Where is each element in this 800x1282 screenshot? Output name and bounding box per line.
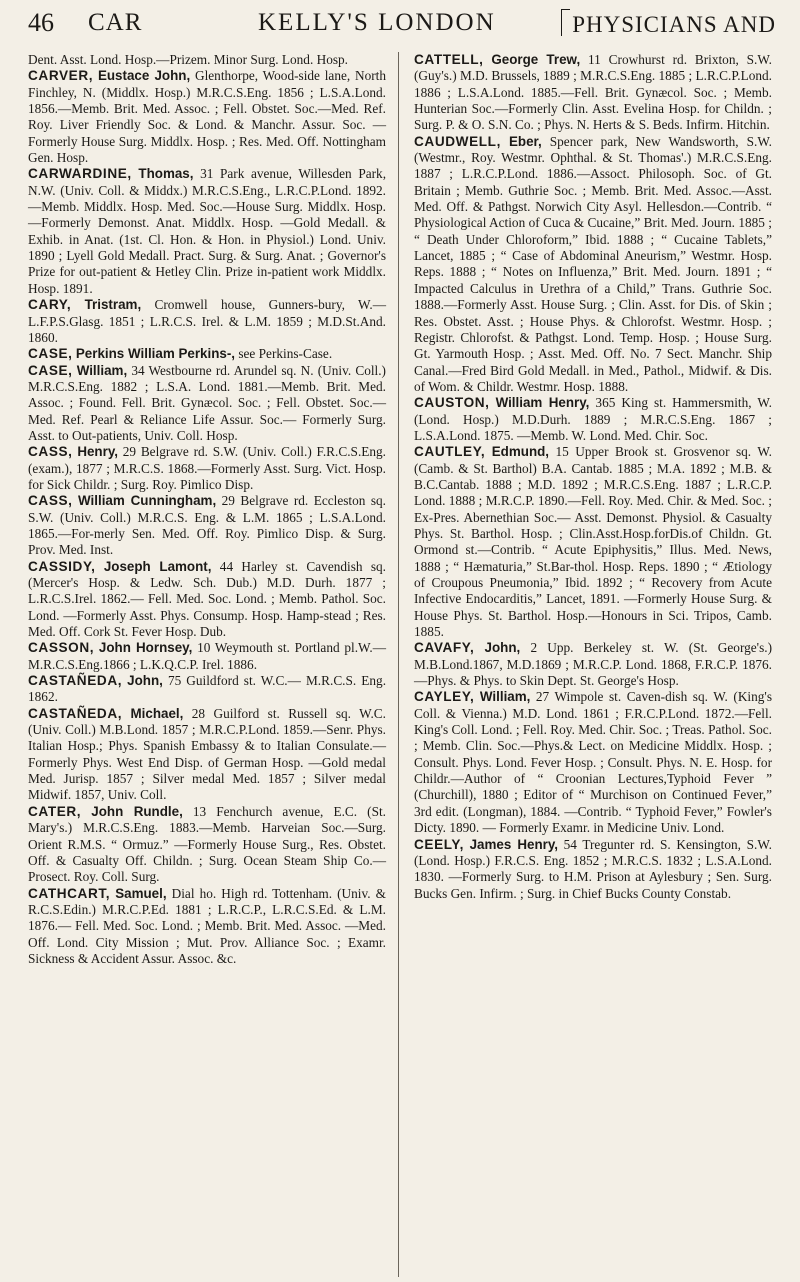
entry-surname: CARVER, (28, 68, 94, 84)
entry-details: 365 King st. Hammersmith, W. (Lond. Hosp.) M.D.Durh. 1889 ; M.R.C.S.Eng. 1867 ; L.S.A.Lond. 1875. —Memb. W. Lond. Med. Chir. Soc. (414, 395, 772, 443)
entry-details: 31 Park avenue, Willesden Park, N.W. (Univ. Coll. & Middx.) M.R.C.S.Eng., L.R.C.P.Lond. 1892.—Memb. Middlx. Hosp. Med. Soc.—House Surg. Middlx. Hosp.—Formerly Demonst. Anat. Middlx. Hosp. —Gold Medall. & Exhib. in Anat. (1st. Cl. Hon. & Hon. in Physiol.) Lond. Univ. 1890 ; Lyell Gold Medall. Pract. Surg. & Surg. Anat. ; Governor's Prize for out-patient & Hetley Clin. Prize in-patient work Middlx. Hosp. 1891. (28, 166, 387, 296)
header-right-title (561, 9, 776, 38)
entry-surname: CASE, (28, 362, 73, 378)
entry-details: 27 Wimpole st. Caven-dish sq. W. (King's Coll. & Vienna.) M.D. Lond. 1861 ; F.R.C.P.Lond. 1872.—Fell. King's Coll. Lond. ; Fell. Roy. Med. Chir. Soc. ; Treas. Pathol. Soc. ; Memb. Clin. Soc.—Phys.& Lect. on Medicine Middlx. Hosp. ; Consult. Phys. Lond. Fever Hosp. ; Consult. Phys. N. E. Hosp. for Childr.—Author of “ Croonian Lectures,Typhoid Fever ” (Churchill), 1880 ; Editor of “ Murchison on Continued Fever,” 3rd edit. (Longman), 1884. —Contrib. “ Typhoid Fever,” Fowler's Dicty. 1890. — Formerly Examr. in Medicine Univ. Lond. (414, 689, 772, 836)
directory-entry (414, 444, 772, 640)
entry-details: 15 Upper Brook st. Grosvenor sq. W. (Camb. & St. Barthol) B.A. Cantab. 1885 ; M.A. 1892 ; M.B. & B.C.Cantab. 1888 ; M.D. 1892 ; M.R.C.S.Eng. 1887 ; L.R.C.P. Lond. 1888 ; M.R.C.P. 1890.—Fell. Roy. Med. Chir. & Med. Soc. ; Ex-Pres. Abernethian Soc.— Asst. Demonst. Physiol. & Casualty Phys. St. Barthol. Hosp. ; Clin.Asst.Hosp.forDis.of Childn. Gt. Ormond st.—Contrib. “ Acute Epiphysitis,” Illus. Med. News, 1888 ; “ Hæmaturia,” St.Bar-thol. Hosp. Reps. 1890 ; “ Ætiology of Croupous Pneumonia,” Ibid. 1892 ; “ Recovery from Acute Infective Endocarditis,” Lancet, 1891. —Formerly House Surg. & House Phys. St. Barthol. Hosp.—Honours in Sci. Tripos, Camb. 1885. (414, 444, 773, 640)
directory-entry (28, 52, 386, 68)
directory-entry (28, 804, 386, 886)
directory-entry (414, 640, 772, 689)
entry-surname: CATHCART, (28, 885, 111, 901)
entry-given-names: John, (484, 640, 521, 656)
entry-surname: CATER, (28, 803, 82, 819)
entry-surname: CASSIDY, (28, 558, 96, 574)
directory-entry (28, 706, 386, 804)
entry-surname: CATTELL, (414, 52, 484, 67)
running-header (28, 8, 776, 38)
directory-entry (414, 689, 772, 836)
page-number: 46 (28, 8, 54, 37)
entry-given-names: John, (127, 673, 163, 689)
directory-entry (414, 395, 772, 444)
right-column (414, 52, 772, 902)
entry-given-names: William Henry, (495, 395, 590, 411)
column-divider (398, 52, 399, 1277)
entry-details: 11 Crowhurst rd. Brixton, S.W. (Guy's.) M.D. Brussels, 1889 ; M.R.C.S.Eng. 1885 ; L.R.C.P.Lond. 1886 ; L.S.A.Lond. 1885.—Fell. Brit. Gynæcol. Soc. ; Memb. Hunterian Soc.—Formerly Clin. Asst. Evelina Hosp. for Childn. ; Surg. P. & O. S.N. Co. ; Phys. N. Herts & S. Beds. Infirm. Hitchin. (414, 52, 773, 133)
entry-given-names: John Rundle, (91, 803, 183, 819)
entry-given-names: John Hornsey, (98, 640, 193, 656)
directory-entry (28, 346, 386, 362)
entry-given-names: Eustace John, (97, 68, 191, 84)
entry-surname: CAUTLEY, (414, 444, 486, 460)
header-title: KELLY'S LONDON (258, 9, 496, 36)
directory-entry (28, 640, 386, 673)
entry-given-names: Perkins William Perkins-, (75, 346, 236, 362)
entry-details: 29 Belgrave rd. Eccleston sq. S.W. (Univ. Coll.) M.R.C.S. Eng. & L.M. 1865 ; L.S.A.Lond. 1865.—For-merly Sen. Med. Off. Roy. Pimlico Disp. & Surg. Prov. Med. Inst. (28, 493, 386, 558)
directory-entry (28, 886, 386, 968)
entry-details: 2 Upp. Berkeley st. W. (St. George's.) M.B.Lond.1867, M.D.1869 ; M.R.C.P. Lond. 1868, F.R.C.P. 1876.—Phys. & Phys. to Skin Dept. St. George's Hosp. (414, 640, 773, 689)
entry-details: 54 Tregunter rd. S. Kensington, S.W. (Lond. Hosp.) F.R.C.S. Eng. 1852 ; M.R.C.S. 1832 ; L.S.A.Lond. 1830. —Formerly Surg. to H.M. Prison at Aylesbury ; Sen. Surg. Bucks Gen. Infirm. ; Surg. in Chief Bucks County Constab. (414, 836, 772, 901)
entry-details: Dial ho. High rd. Tottenham. (Univ. & R.C.S.Edin.) M.R.C.P.Ed. 1881 ; L.R.C.P., L.R.C.S.Ed. & L.M. 1876.— Fell. Med. Soc. Lond. ; Memb. Brit. Med. Assoc. —Med. Off. Lond. City Mission ; Mut. Prov. Alliance Soc. ; Examr. Sickness & Accident Assur. Assoc. &c. (28, 885, 386, 966)
entry-details: 10 Weymouth st. Portland pl.W.—M.R.C.S.Eng.1866 ; L.K.Q.C.P. Irel. 1886. (28, 640, 386, 672)
entry-details: Cromwell house, Gunners-bury, W.—L.F.P.S.Glasg. 1851 ; L.R.C.S. Irel. & L.M. 1859 ; M.D.St.And. 1860. (28, 297, 386, 345)
entry-details: 34 Westbourne rd. Arundel sq. N. (Univ. Coll.) M.R.C.S.Eng. 1882 ; L.S.A. Lond. 1881.—Memb. Brit. Med. Assoc. ; Found. Fell. Brit. Gynæcol. Soc. ; Fell. Obstet. Soc.— Med. Ref. Pearl & Reliance Life Assur. Soc.— Formerly Surg. Asst. to Out-patients, Univ. Coll. Hosp. (28, 362, 386, 443)
bracket-mark (561, 9, 570, 36)
entry-given-names: James Henry, (469, 836, 559, 852)
entry-given-names: George Trew, (491, 52, 581, 67)
entry-surname: CASTAÑEDA, (28, 673, 123, 689)
entry-details: Dent. Asst. Lond. Hosp.—Prizem. Minor Surg. Lond. Hosp. (28, 52, 348, 67)
directory-entry (414, 52, 772, 134)
entry-surname: CASSON, (28, 640, 95, 656)
entry-details: 13 Fenchurch avenue, E.C. (St. Mary's.) M.R.C.S.Eng. 1883.—Memb. Harveian Soc.—Surg. Orient R.M.S. “ Ormuz.” —Formerly House Surg., Res. Obstet. Off. & Casualty Off. Childn. ; Surg. Ocean Steam Ship Co.—Prosect. Roy. Coll. Surg. (28, 803, 386, 885)
entry-given-names: Edmund, (491, 444, 550, 460)
directory-entry (414, 837, 772, 902)
entry-surname: CEELY, (414, 836, 464, 852)
entry-details: 75 Guildford st. W.C.— M.R.C.S. Eng. 1862. (28, 673, 387, 705)
directory-entry (414, 134, 772, 396)
directory-entry (28, 493, 386, 558)
entry-surname: CASS, (28, 493, 73, 509)
entry-details: Spencer park, New Wandsworth, S.W. (Westmr., Roy. Westmr. Ophthal. & St. Thomas'.) M.R.C.S.Eng. 1887 ; L.R.C.P.Lond. 1886.—Assoct. Philosoph. Soc. of Gt. Britain ; Memb. Guthrie Soc. ; Memb. Brit. Med. Assoc.—Asst. Med. Off. & Pathgst. Norwich City Asyl. Hellesdon.—Contrib. “ Physiological Action of Cuca & Cucaine,” Brit. Med. Journ. 1885 ; “ Death Under Chloroform,” Ibid. 1888 ; “ Cucaine Tablets,” Lancet, 1885 ; “ Case of Abdominal Aneurism,” Westmr. Hosp. Reps. 1888 ; “ Notes on Influenza,” Brit. Med. Journ. 1891 ; “ Impacted Calculus in Urethra of a Child,” Trans. Guthrie Soc. 1888.—Formerly Asst. House Surg. ; Clin. Asst. for Dis. of Skin ; Res. Obstet. Asst. ; House Phys. & Chlorofst. Westmr. Hosp. ; Registr. Chlorofst. & Pathgst. Lond. Temp. Hosp. ; House Surg. Gt. Yarmouth Hosp. ; Asst. Med. Off. No. 7 Sect. Manchr. Ship Canal.—Fred Bird Gold Medall. in Med., Pathol., Midwif. & Dis. of Wom. & Childr. Westmr. Hosp. 1888. (414, 133, 772, 394)
directory-entry (28, 68, 386, 166)
entry-given-names: Michael, (130, 705, 184, 721)
entry-given-names: Tristram, (84, 297, 142, 313)
left-column (28, 52, 386, 967)
entry-given-names: William, (76, 362, 128, 378)
entry-surname: CAUSTON, (414, 395, 490, 411)
entry-surname: CAYLEY, (414, 689, 475, 705)
entry-details: see Perkins-Case. (238, 346, 333, 362)
entry-given-names: Eber, (508, 133, 542, 149)
entry-given-names: Joseph Lamont, (103, 558, 212, 574)
header-left-word: CAR (88, 9, 143, 36)
entry-surname: CAVAFY, (414, 640, 475, 656)
directory-entry (28, 444, 386, 493)
entry-surname: CASTAÑEDA, (28, 705, 123, 721)
entry-details: 28 Guilford st. Russell sq. W.C. (Univ. Coll.) M.B.Lond. 1857 ; M.R.C.P.Lond. 1859.—Senr. Phys. Italian Hosp.; Phys. Spanish Embassy & to Italian Consulate.— Formerly Phys. West End Disp. of German Hosp. —Gold medal Med. Jurisp. 1857 ; Silver medal Med. 1857 ; Silver medal Midwif. 1857, Univ. Coll. (28, 705, 386, 803)
entry-surname: CASE, (28, 346, 73, 362)
header-right-text: PHYSICIANS AND (572, 11, 776, 37)
directory-entry (28, 166, 386, 297)
directory-entry (28, 297, 386, 346)
entry-surname: CARWARDINE, (28, 166, 132, 182)
entry-surname: CAUDWELL, (414, 133, 501, 149)
directory-entry (28, 363, 386, 445)
entry-surname: CARY, (28, 297, 72, 313)
entry-details: Glenthorpe, Wood-side lane, North Finchley, N. (Middlx. Hosp.) M.R.C.S.Eng. 1856 ; L.S.A.Lond. 1856.—Memb. Brit. Med. Assoc. ; Fell. Obstet. Soc.—Med. Ref. Roy. Liver Friendly Soc. & Lond. & Manchr. Assur. Soc. — Formerly House Surg. Middlx. Hosp. ; Res. Med. Off. Nottingham Gen. Hosp. (28, 68, 387, 166)
directory-entry (28, 673, 386, 706)
directory-entry (28, 559, 386, 641)
entry-given-names: Samuel, (115, 885, 167, 901)
entry-given-names: William Cunningham, (78, 493, 217, 509)
entry-surname: CASS, (28, 444, 73, 460)
entry-details: 44 Harley st. Cavendish sq. (Mercer's Hosp. & Ledw. Sch. Dub.) M.D. Durh. 1877 ; L.R.C.S.Irel. 1862.— Fell. Med. Soc. Lond. ; Memb. Pathol. Soc. Lond. —Formerly Asst. Phys. Consump. Hosp. Hamp-stead ; Res. Med. Off. Cork St. Fever Hosp. Dub. (28, 558, 386, 640)
entry-given-names: William, (479, 689, 531, 705)
entry-details: 29 Belgrave rd. S.W. (Univ. Coll.) F.R.C.S.Eng. (exam.), 1877 ; M.R.C.S. 1868.—Formerly Asst. Surg. Vict. Hosp. for Sick Childr. ; Surg. Roy. Pimlico Disp. (28, 444, 387, 492)
entry-given-names: Thomas, (138, 166, 194, 182)
entry-given-names: Henry, (77, 444, 118, 460)
